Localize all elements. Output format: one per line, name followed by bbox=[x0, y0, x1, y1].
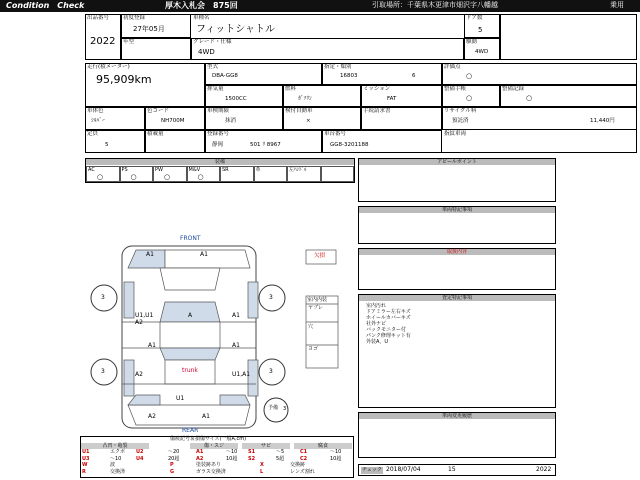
legend-entry: S2 bbox=[248, 455, 256, 462]
pickup-location: 引取場所：千葉県木更津市畑沢字八幡越 bbox=[372, 1, 498, 9]
door-label: ドア数 bbox=[466, 15, 483, 21]
ecotax-label: 検付自動車 bbox=[285, 108, 313, 114]
color-code: NH700M bbox=[161, 118, 185, 124]
mileage: 95,909km bbox=[96, 73, 152, 86]
content-title: 取扱内容 bbox=[359, 249, 555, 255]
panel-rear-bumper bbox=[128, 405, 250, 425]
special-title: 車両特記事項 bbox=[359, 207, 555, 213]
equipment-mark: ○ bbox=[164, 173, 171, 181]
chassis-number: GG8-3201188 bbox=[330, 142, 369, 148]
check-label: チェック bbox=[362, 467, 382, 473]
recycle-status: 預託済 bbox=[452, 118, 469, 124]
procedure-label: 手続請求書 bbox=[363, 108, 391, 114]
legend-col-rust: サビ bbox=[242, 443, 290, 449]
damage-label: A2 bbox=[135, 319, 143, 326]
legend-col-scratch: 傷・スジ bbox=[190, 443, 238, 449]
legend-entry: G bbox=[170, 468, 175, 475]
inspection: 抹消 bbox=[225, 118, 237, 124]
appeal-title: アピールポイント bbox=[359, 159, 555, 165]
reg-number: 501 ﾘ 8967 bbox=[250, 142, 281, 148]
legend-col-corrosion: 腐食 bbox=[294, 443, 352, 449]
damage-label: A1 bbox=[146, 251, 154, 258]
inspection-label: 車検期限 bbox=[207, 108, 230, 114]
type: DBA-GG8 bbox=[212, 73, 238, 79]
legend-entry: 20超 bbox=[168, 455, 180, 462]
panel-rear-left bbox=[128, 395, 160, 405]
exhibit-no-label: 出品番号 bbox=[87, 15, 110, 21]
inspector-note-line: 室内汚れ bbox=[366, 303, 387, 309]
recycle-label: リサイクル料 bbox=[444, 108, 477, 114]
legend-entry: S1 bbox=[248, 449, 256, 455]
panel-rear-glass bbox=[160, 348, 220, 360]
category-label: 乗用 bbox=[610, 1, 624, 9]
car-name-label: 車種名 bbox=[193, 15, 210, 21]
rear-label: REAR bbox=[182, 427, 199, 434]
damage-label: A2 bbox=[148, 413, 156, 420]
spare-label: 予備 bbox=[268, 405, 279, 411]
designation: 16803 bbox=[340, 73, 358, 79]
legend-entry: エクボ bbox=[110, 449, 126, 455]
exhibit-no: 2022 bbox=[90, 36, 116, 47]
displacement-label: 排気量 bbox=[207, 86, 224, 92]
damage-label: A1 bbox=[202, 413, 210, 420]
inspector-note-line: パンク修理キット有 bbox=[366, 333, 411, 339]
reg-area: 静岡 bbox=[212, 142, 224, 148]
inspector-note-line: ホイールカバーキズ bbox=[366, 315, 411, 321]
color-code-label: 色コード bbox=[147, 108, 170, 114]
inspector-title: 査定特記事項 bbox=[359, 295, 555, 301]
displacement: 1500CC bbox=[225, 96, 247, 102]
damage-label: A1 bbox=[148, 342, 156, 349]
defect-mark: 欠損 bbox=[314, 253, 326, 259]
model-year-label: 年型 bbox=[123, 39, 135, 45]
equipment-label: PW bbox=[155, 167, 163, 173]
legend-entry: 交換済 bbox=[110, 468, 126, 475]
car-name: フィットシャトル bbox=[196, 24, 275, 35]
legend-entry: A1 bbox=[196, 449, 204, 455]
mission-label: ミッション bbox=[363, 86, 391, 92]
legend-entry: P bbox=[170, 462, 174, 468]
maintenance-label: 整備手帳 bbox=[444, 86, 467, 92]
history-title: 車両変更履歴 bbox=[359, 413, 555, 419]
equipment-mark: ○ bbox=[130, 173, 137, 181]
tire-rr-grade: 3 bbox=[269, 368, 273, 375]
panel-roof bbox=[160, 322, 220, 348]
interior-title: 室内内装 bbox=[307, 297, 328, 303]
designation-class: 6 bbox=[412, 73, 416, 79]
panel-right-quarter bbox=[248, 360, 258, 396]
ecotax: × bbox=[306, 118, 311, 124]
recycle-amount: 11,440円 bbox=[590, 118, 615, 124]
inspector-note-line: 社外ナビ bbox=[366, 321, 387, 327]
memo-label: 指紋車両 bbox=[444, 131, 467, 137]
mission: FAT bbox=[387, 96, 397, 102]
panel-right-fender bbox=[248, 282, 258, 318]
first-reg: 27年05月 bbox=[133, 25, 165, 33]
spare-grade: 3 bbox=[283, 406, 287, 412]
legend-entry: ガラス交換済 bbox=[196, 468, 226, 475]
chassis-label: 車台番号 bbox=[324, 131, 347, 137]
damage-label: A2 bbox=[135, 371, 143, 378]
equipment-mark: ○ bbox=[97, 173, 104, 181]
legend-entry: 5超 bbox=[276, 455, 285, 462]
legend-entry: ～5 bbox=[276, 449, 285, 455]
legend-entry: ～10 bbox=[226, 449, 238, 455]
damage-label: U1,U1 bbox=[135, 312, 154, 319]
check-date: 2018/07/04 bbox=[386, 466, 421, 473]
equipment-mark: ○ bbox=[197, 173, 204, 181]
interior-row-tear: ヤブレ bbox=[308, 305, 323, 311]
legend-entry: ～20 bbox=[168, 449, 180, 455]
record-label: 整備記録 bbox=[502, 86, 525, 92]
type-label: 型式 bbox=[207, 64, 219, 70]
inspector-note-line: ドアミラー左右キズ bbox=[366, 309, 411, 315]
equipment-label: PS bbox=[121, 167, 128, 173]
legend-entry: A2 bbox=[196, 455, 204, 462]
inspector-id: 15 bbox=[448, 466, 456, 473]
legend-entry: U3 bbox=[82, 455, 90, 462]
panel-left-quarter bbox=[124, 360, 134, 396]
legend-entry: 波 bbox=[110, 462, 116, 468]
legend-entry: C2 bbox=[300, 455, 308, 462]
equipment-label: 左ﾊﾝﾄﾞﾙ bbox=[289, 167, 307, 173]
designation-label: 指定・類別 bbox=[324, 64, 352, 70]
panel-bonnet-top bbox=[160, 268, 220, 290]
evaluation: ○ bbox=[466, 72, 473, 80]
body-color: ｼﾙﾊﾞｰ bbox=[91, 118, 105, 124]
capacity: 5 bbox=[105, 142, 109, 148]
load-label: 積載量 bbox=[147, 131, 164, 137]
panel-left-fender bbox=[124, 282, 134, 318]
front-label: FRONT bbox=[180, 235, 201, 242]
body-color-label: 車体色 bbox=[87, 108, 104, 114]
auction-name: 厚木入札会 875回 bbox=[165, 1, 238, 10]
capacity-label: 定員 bbox=[87, 131, 99, 137]
reg-no-label: 登録番号 bbox=[207, 131, 230, 137]
legend-col-dent: 凸凹・亀裂 bbox=[81, 443, 149, 449]
damage-label: A1 bbox=[232, 312, 240, 319]
first-reg-label: 初度登録 bbox=[123, 15, 146, 21]
legend-entry: U2 bbox=[136, 449, 144, 455]
fuel-label: 燃料 bbox=[285, 86, 297, 92]
panel-rear-right bbox=[220, 395, 250, 405]
equipment-label: M&V bbox=[188, 167, 201, 173]
footer-exhibit-no: 2022 bbox=[536, 466, 552, 473]
drive-label: 駆動 bbox=[466, 39, 478, 45]
legend-entry: ～10 bbox=[330, 449, 342, 455]
legend-entry: ～10 bbox=[110, 455, 122, 462]
door-count: 5 bbox=[478, 26, 483, 34]
legend-title: 傷痕記号＆損傷サイズ(一般A,cm) bbox=[170, 436, 247, 442]
tire-fr-grade: 3 bbox=[269, 294, 273, 301]
tire-fl-grade: 3 bbox=[101, 294, 105, 301]
legend-entry: L bbox=[260, 468, 264, 475]
record: ○ bbox=[526, 94, 533, 102]
legend-entry: 10超 bbox=[330, 455, 342, 462]
drive: 4WD bbox=[475, 49, 489, 55]
legend-entry: R bbox=[82, 468, 86, 475]
legend-entry: 交換跡 bbox=[290, 462, 306, 468]
inspector-note-line: バックモニター付 bbox=[366, 327, 407, 333]
legend-entry: W bbox=[82, 462, 88, 468]
grade: 4WD bbox=[198, 48, 215, 56]
legend-entry: レンズ割れ bbox=[290, 468, 315, 475]
damage-label: A1 bbox=[200, 251, 208, 258]
damage-label: A1 bbox=[232, 342, 240, 349]
damage-label: U1,A1 bbox=[232, 371, 251, 378]
equipment-label: 革 bbox=[255, 167, 261, 173]
legend-entry: 塗装跡あり bbox=[196, 462, 222, 468]
legend-entry: C1 bbox=[300, 449, 308, 455]
tire-rl-grade: 3 bbox=[101, 368, 105, 375]
inspector-note-line: 外装A，U bbox=[366, 339, 389, 345]
interior-row-hole: 穴 bbox=[308, 324, 314, 330]
equipment-label: SR bbox=[222, 167, 229, 173]
maintenance: ○ bbox=[466, 94, 473, 102]
fuel: ｶﾞｿﾘﾝ bbox=[298, 96, 312, 102]
legend-entry: U1 bbox=[82, 449, 90, 455]
legend-entry: X bbox=[260, 462, 264, 468]
interior-row-dirt: ヨゴ bbox=[308, 346, 319, 352]
evaluation-label: 評価点 bbox=[444, 64, 461, 70]
equipment-title: 装備 bbox=[86, 159, 354, 165]
trunk-label: trunk bbox=[182, 367, 198, 374]
equipment-label: AC bbox=[88, 167, 95, 173]
damage-label: U1 bbox=[176, 395, 185, 402]
legend-entry: 10超 bbox=[226, 455, 238, 462]
mileage-label: 走行(積メーター) bbox=[87, 64, 130, 70]
grade-label: グレード・仕様 bbox=[193, 39, 232, 45]
form-title: Condition Check bbox=[6, 1, 85, 10]
legend-entry: U4 bbox=[136, 455, 144, 462]
damage-label: A bbox=[188, 312, 193, 319]
